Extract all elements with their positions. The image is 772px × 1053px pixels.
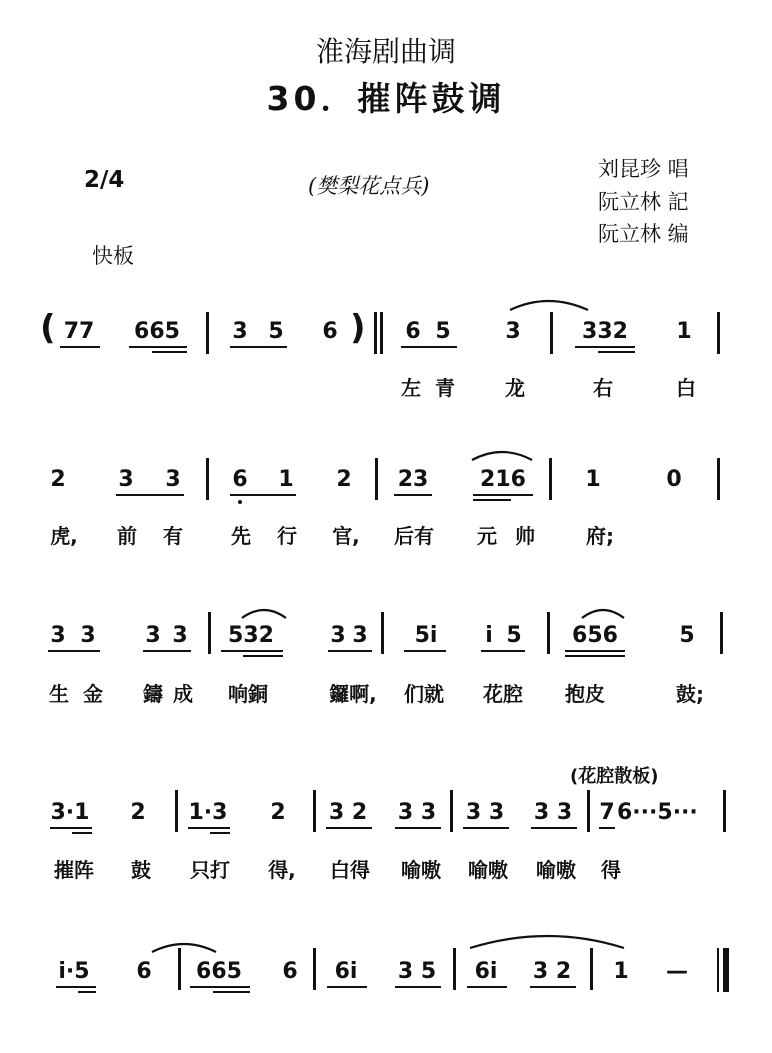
note: 3 <box>145 623 161 648</box>
barline <box>381 612 384 654</box>
barline <box>590 948 593 990</box>
lyric: 喻嗷 <box>536 858 576 882</box>
barline <box>550 312 553 354</box>
note: 5 <box>268 319 284 344</box>
underline <box>531 827 577 829</box>
underline <box>599 827 615 829</box>
barline <box>549 458 552 500</box>
underline <box>213 991 250 993</box>
singer-credit: 刘昆珍 唱 <box>598 157 689 181</box>
slur <box>150 938 218 958</box>
note: 3 <box>165 467 181 492</box>
note: 3 <box>505 319 521 344</box>
note: 3 5 <box>397 959 437 984</box>
note: 3 3 <box>533 800 573 825</box>
lyric: 虎, <box>50 524 78 548</box>
note: 3 <box>232 319 248 344</box>
arranger-credit: 阮立林 编 <box>598 222 689 246</box>
note: 3 <box>172 623 188 648</box>
underline <box>467 986 507 988</box>
slur <box>580 604 626 622</box>
underline <box>481 650 525 652</box>
lyric: 白得 <box>330 858 370 882</box>
barline <box>175 790 178 832</box>
lyric: 府; <box>586 524 614 548</box>
dot <box>238 500 242 504</box>
lyric: 右 <box>593 376 613 400</box>
lyric: 喻嗷 <box>468 858 508 882</box>
underline <box>530 986 576 988</box>
lyric: 行 <box>277 524 297 548</box>
lyric: 生 <box>49 682 69 706</box>
slur <box>468 930 628 954</box>
note: 1·3 <box>188 800 228 825</box>
note: 3 <box>80 623 96 648</box>
note: 216 <box>480 467 526 492</box>
underline <box>48 650 100 652</box>
note: 2 <box>130 800 146 825</box>
lyric: 元 <box>477 524 497 548</box>
barline <box>717 312 720 354</box>
note: i <box>485 623 493 648</box>
note: 5 <box>435 319 451 344</box>
note: i·5 <box>58 959 90 984</box>
lyric: 响銅 <box>228 682 268 706</box>
lyric: 前 <box>117 524 137 548</box>
tempo-marking: 快板 <box>92 244 134 268</box>
underline <box>221 650 283 652</box>
note: 3 2 <box>328 800 368 825</box>
note: 665 <box>134 319 180 344</box>
barline <box>374 312 377 354</box>
lyric: 得, <box>268 858 296 882</box>
underline <box>565 655 625 657</box>
note: 332 <box>582 319 628 344</box>
note: 2 <box>336 467 352 492</box>
note: 6 <box>232 467 248 492</box>
note: 2 <box>270 800 286 825</box>
section-note: (花腔散板) <box>570 766 659 787</box>
note: 5 <box>679 623 695 648</box>
underline <box>78 991 96 993</box>
note: 3 <box>330 623 346 648</box>
open-paren: ( <box>40 308 56 348</box>
barline <box>587 790 590 832</box>
underline <box>598 351 635 353</box>
lyric: 鼓; <box>676 682 704 706</box>
lyric: 们就 <box>404 682 444 706</box>
lyric: 左 <box>401 376 421 400</box>
barline <box>178 948 181 990</box>
lyric: 得 <box>601 858 621 882</box>
barline <box>720 612 723 654</box>
lyric: 有 <box>163 524 183 548</box>
note: 3 <box>118 467 134 492</box>
underline <box>327 986 367 988</box>
barline <box>547 612 550 654</box>
underline <box>463 827 509 829</box>
note: 6 <box>136 959 152 984</box>
note: 656 <box>572 623 618 648</box>
lyric: 龙 <box>505 376 525 400</box>
note: 77 <box>63 319 95 344</box>
note: — <box>666 959 688 984</box>
underline <box>230 494 296 496</box>
lyric: 鑄 <box>143 682 163 706</box>
lyric: 鼓 <box>131 858 151 882</box>
lyric: 后有 <box>394 524 434 548</box>
note: 1 <box>676 319 692 344</box>
underline <box>230 346 287 348</box>
underline <box>129 346 187 348</box>
underline <box>395 986 441 988</box>
underline <box>210 832 230 834</box>
final-barline-thin <box>717 948 719 992</box>
barline <box>313 948 316 990</box>
underline <box>404 650 446 652</box>
note: 665 <box>196 959 242 984</box>
lyric: 只打 <box>190 858 230 882</box>
barline <box>375 458 378 500</box>
underline <box>56 986 96 988</box>
lyric: 抱皮 <box>565 682 605 706</box>
barline <box>208 612 211 654</box>
barline <box>313 790 316 832</box>
barline <box>723 790 726 832</box>
note: 0 <box>666 467 682 492</box>
lyric: 花腔 <box>483 682 523 706</box>
lyric: 成 <box>173 682 193 706</box>
note: 3 <box>352 623 368 648</box>
note: 7 <box>599 800 615 825</box>
page-title: 30．摧阵鼓调 <box>266 79 506 118</box>
lyric: 帅 <box>515 524 535 548</box>
note: 2 <box>50 467 66 492</box>
note: 3 3 <box>465 800 505 825</box>
lyric: 青 <box>435 376 455 400</box>
underline <box>401 346 457 348</box>
note: 532 <box>228 623 274 648</box>
underline <box>60 346 100 348</box>
note: 23 <box>397 467 429 492</box>
lyric: 鑼啊, <box>329 682 377 706</box>
underline <box>152 351 187 353</box>
underline <box>395 827 441 829</box>
meter: 2/4 <box>84 167 125 193</box>
lyric: 喻嗷 <box>401 858 441 882</box>
underline <box>50 827 92 829</box>
note: 5i <box>414 623 438 648</box>
performance-source: (樊梨花点兵) <box>308 174 430 198</box>
underline <box>575 346 635 348</box>
barline <box>206 312 209 354</box>
subtitle: 淮海剧曲调 <box>315 35 456 68</box>
note: 6i <box>334 959 358 984</box>
recorder-credit: 阮立林 記 <box>598 190 689 214</box>
note: 3 3 <box>397 800 437 825</box>
underline <box>116 494 184 496</box>
barline <box>380 312 383 354</box>
lyric: 官, <box>332 524 360 548</box>
barline <box>717 458 720 500</box>
underline <box>72 832 92 834</box>
underline <box>326 827 372 829</box>
barline <box>450 790 453 832</box>
note: 3 <box>50 623 66 648</box>
underline <box>565 650 625 652</box>
underline <box>188 827 230 829</box>
underline <box>473 499 511 501</box>
note: 3 2 <box>532 959 572 984</box>
underline <box>243 655 283 657</box>
note: 1 <box>613 959 629 984</box>
note: 6···5··· <box>617 800 698 825</box>
note: 1 <box>278 467 294 492</box>
barline <box>206 458 209 500</box>
underline <box>473 494 533 496</box>
slur <box>240 604 288 622</box>
note: 6 <box>322 319 338 344</box>
note: 6 <box>282 959 298 984</box>
underline <box>190 986 250 988</box>
underline <box>328 650 372 652</box>
note: 5 <box>506 623 522 648</box>
note: 6i <box>474 959 498 984</box>
lyric: 摧阵 <box>54 858 94 882</box>
close-paren: ) <box>350 308 366 348</box>
lyric: 金 <box>83 682 103 706</box>
slur <box>470 446 534 466</box>
barline <box>453 948 456 990</box>
underline <box>394 494 432 496</box>
underline <box>143 650 191 652</box>
note: 6 <box>405 319 421 344</box>
note: 1 <box>585 467 601 492</box>
lyric: 白 <box>676 376 696 400</box>
lyric: 先 <box>231 524 251 548</box>
note: 3·1 <box>50 800 90 825</box>
final-barline-thick <box>723 948 729 992</box>
